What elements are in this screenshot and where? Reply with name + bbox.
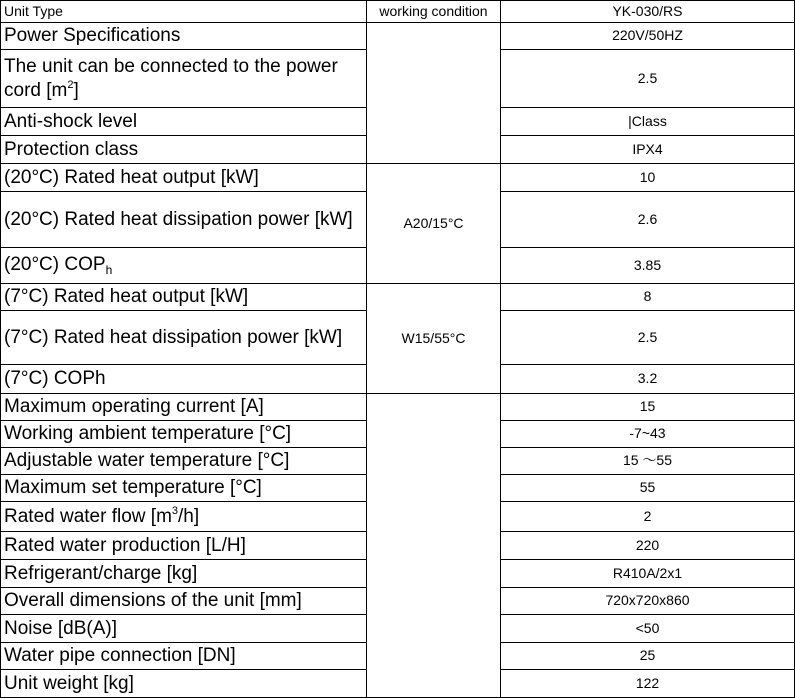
- condition-a20: A20/15°C: [367, 164, 501, 284]
- param-value: 25: [501, 643, 795, 670]
- param-value: |Class: [501, 108, 795, 136]
- param-label: Maximum set temperature [°C]: [1, 475, 367, 502]
- param-value: 2.5: [501, 311, 795, 365]
- param-label: (7°C) Rated heat output [kW]: [1, 284, 367, 311]
- table-row: [1, 23, 795, 50]
- param-label: Rated water flow $[m^3/h]$: [1, 502, 367, 532]
- param-value: 122: [501, 670, 795, 698]
- param-label: Power Specifications: [1, 23, 367, 50]
- table-row: [1, 284, 795, 311]
- param-value: 2.6: [501, 192, 795, 248]
- header-unit-type: Unit Type: [1, 1, 367, 23]
- param-value: <50: [501, 615, 795, 643]
- header-working-condition: working condition: [367, 1, 501, 23]
- param-value: 8: [501, 284, 795, 311]
- table-row: [1, 164, 795, 192]
- param-value: 15 ～55: [501, 448, 795, 475]
- param-label: Water pipe connection [DN]: [1, 643, 367, 670]
- param-value: 3.2: [501, 365, 795, 394]
- param-label: The unit can be connected to the power cord $[m^2]$: [1, 50, 367, 108]
- param-label: Overall dimensions of the unit [mm]: [1, 588, 367, 615]
- param-value: 10: [501, 164, 795, 192]
- param-label: (7°C) COPh: [1, 365, 367, 394]
- condition-w15: W15/55°C: [367, 284, 501, 394]
- param-value: 2.5: [501, 50, 795, 108]
- param-label: Noise [dB(A)]: [1, 615, 367, 643]
- param-value: 220V/50HZ: [501, 23, 795, 50]
- param-label: Refrigerant/charge [kg]: [1, 560, 367, 588]
- header-model: YK-030/RS: [501, 1, 795, 23]
- param-label: (20°C) Rated heat dissipation power [kW]: [1, 192, 367, 248]
- param-label: (20°C) Rated heat output [kW]: [1, 164, 367, 192]
- param-label: Protection class: [1, 136, 367, 164]
- param-label: (20°C) $COP_h$: [1, 248, 367, 284]
- param-label: Rated water production [L/H]: [1, 532, 367, 560]
- param-label: (7°C) Rated heat dissipation power [kW]: [1, 311, 367, 365]
- param-value: IPX4: [501, 136, 795, 164]
- param-value: 55: [501, 475, 795, 502]
- param-value: -7~43: [501, 421, 795, 448]
- condition-blank: [367, 23, 501, 164]
- param-value: 3.85: [501, 248, 795, 284]
- param-label: Maximum operating current [A]: [1, 394, 367, 421]
- param-label: Working ambient temperature [°C]: [1, 421, 367, 448]
- param-value: 720x720x860: [501, 588, 795, 615]
- param-value: R410A/2x1: [501, 560, 795, 588]
- param-label: Unit weight [kg]: [1, 670, 367, 698]
- param-value: 15: [501, 394, 795, 421]
- param-value: 2: [501, 502, 795, 532]
- param-label: Anti-shock level: [1, 108, 367, 136]
- param-value: 220: [501, 532, 795, 560]
- condition-blank: [367, 394, 501, 698]
- table-row: [1, 394, 795, 421]
- param-label: Adjustable water temperature [°C]: [1, 448, 367, 475]
- header-row: [1, 1, 795, 23]
